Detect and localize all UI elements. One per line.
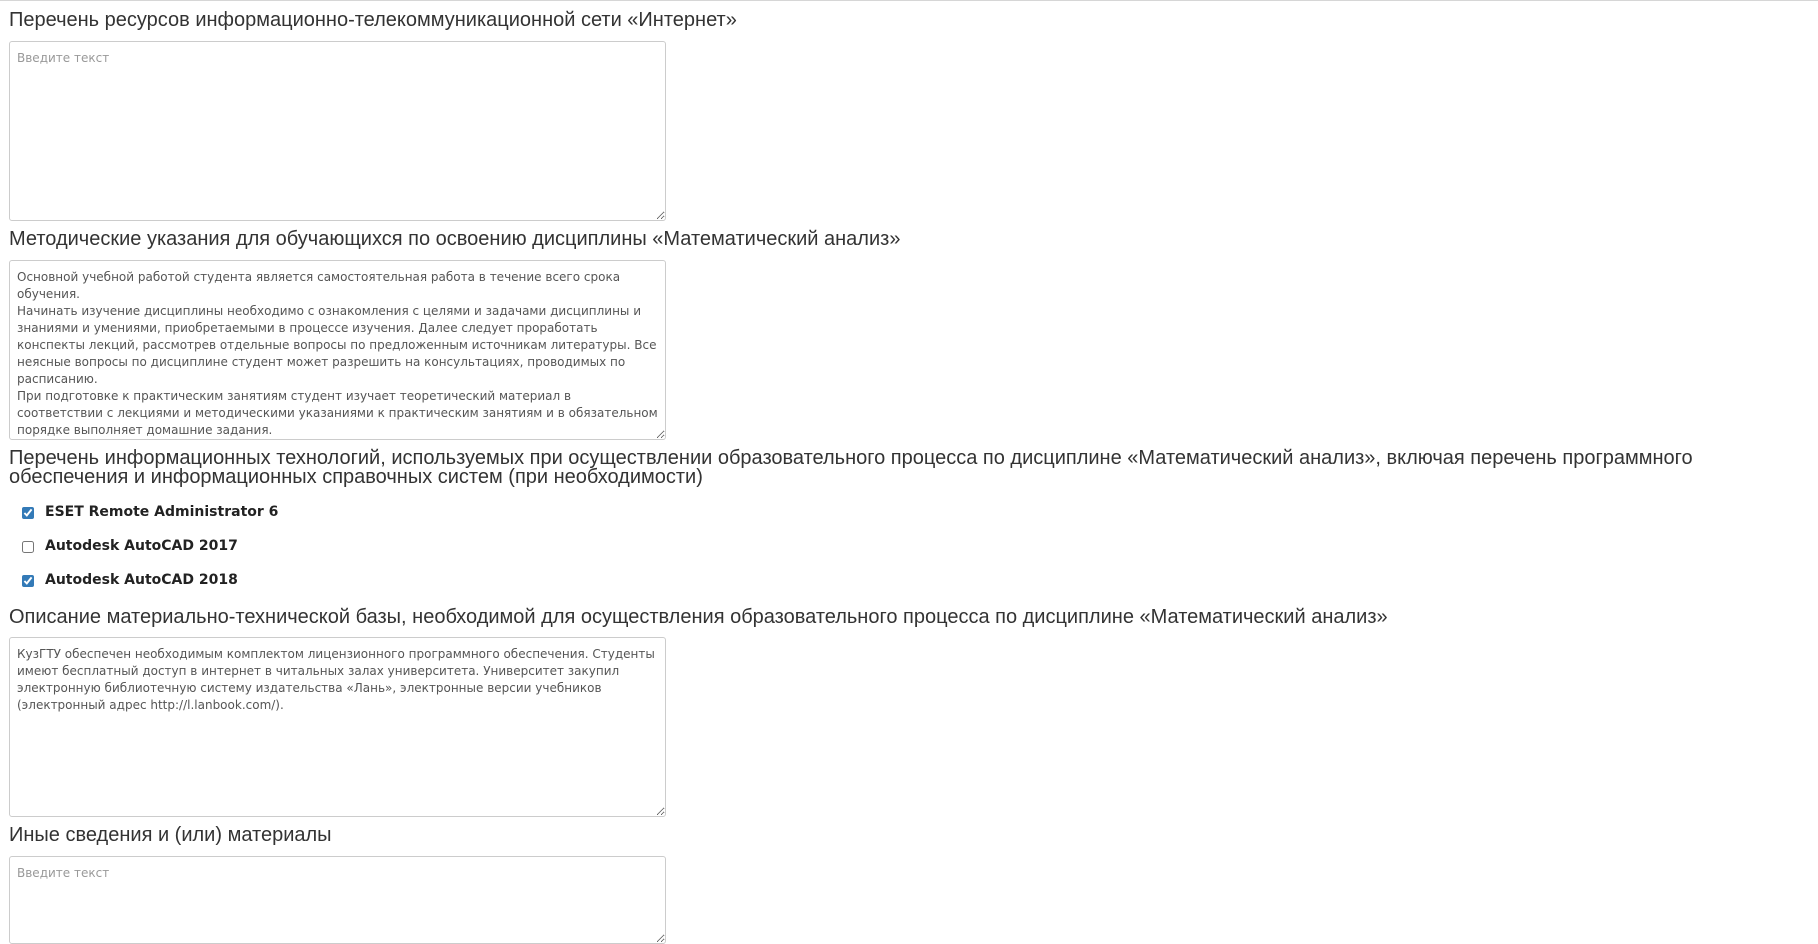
software-label-autocad-2017: Autodesk AutoCAD 2017 [45, 538, 238, 554]
software-checkbox-autocad-2017[interactable] [22, 541, 34, 553]
internet-resources-title: Перечень ресурсов информационно-телекоммуникационной сети «Интернет» [9, 9, 737, 31]
material-base-section [9, 608, 1809, 627]
software-item-autocad-2018 [9, 563, 609, 597]
material-base-field-wrapper [9, 637, 666, 817]
software-list [9, 495, 609, 597]
internet-resources-field-wrapper [9, 41, 666, 221]
software-checkbox-eset[interactable] [22, 507, 34, 519]
internet-resources-textarea[interactable] [9, 41, 666, 221]
methodical-guidelines-textarea[interactable] [9, 260, 666, 440]
other-materials-textarea[interactable] [9, 856, 666, 944]
information-technologies-title: Перечень информационных технологий, используемых при осуществлении образовательного процесса по дисциплине «Математический анализ», включая перечень программного обеспечения и информационных справочных систем (при необходимости) [9, 447, 1693, 488]
software-label-autocad-2018: Autodesk AutoCAD 2018 [45, 572, 238, 588]
software-item-eset [9, 495, 609, 529]
methodical-guidelines-section [9, 230, 900, 249]
software-checklist [9, 495, 609, 597]
material-base-textarea[interactable] [9, 637, 666, 817]
other-materials-title: Иные сведения и (или) материалы [9, 824, 332, 846]
information-technologies-section [9, 449, 1809, 487]
internet-resources-section [9, 11, 737, 30]
software-item-autocad-2017 [9, 529, 609, 563]
other-materials-field-wrapper [9, 856, 666, 944]
software-checkbox-autocad-2018[interactable] [22, 575, 34, 587]
other-materials-section [9, 826, 332, 845]
software-label-eset: ESET Remote Administrator 6 [45, 504, 279, 520]
methodical-guidelines-field-wrapper [9, 260, 666, 440]
methodical-guidelines-title: Методические указания для обучающихся по освоению дисциплины «Математический анализ» [9, 228, 901, 250]
material-base-title: Описание материально-технической базы, необходимой для осуществления образовательного процесса по дисциплине «Математический анализ» [9, 606, 1388, 628]
